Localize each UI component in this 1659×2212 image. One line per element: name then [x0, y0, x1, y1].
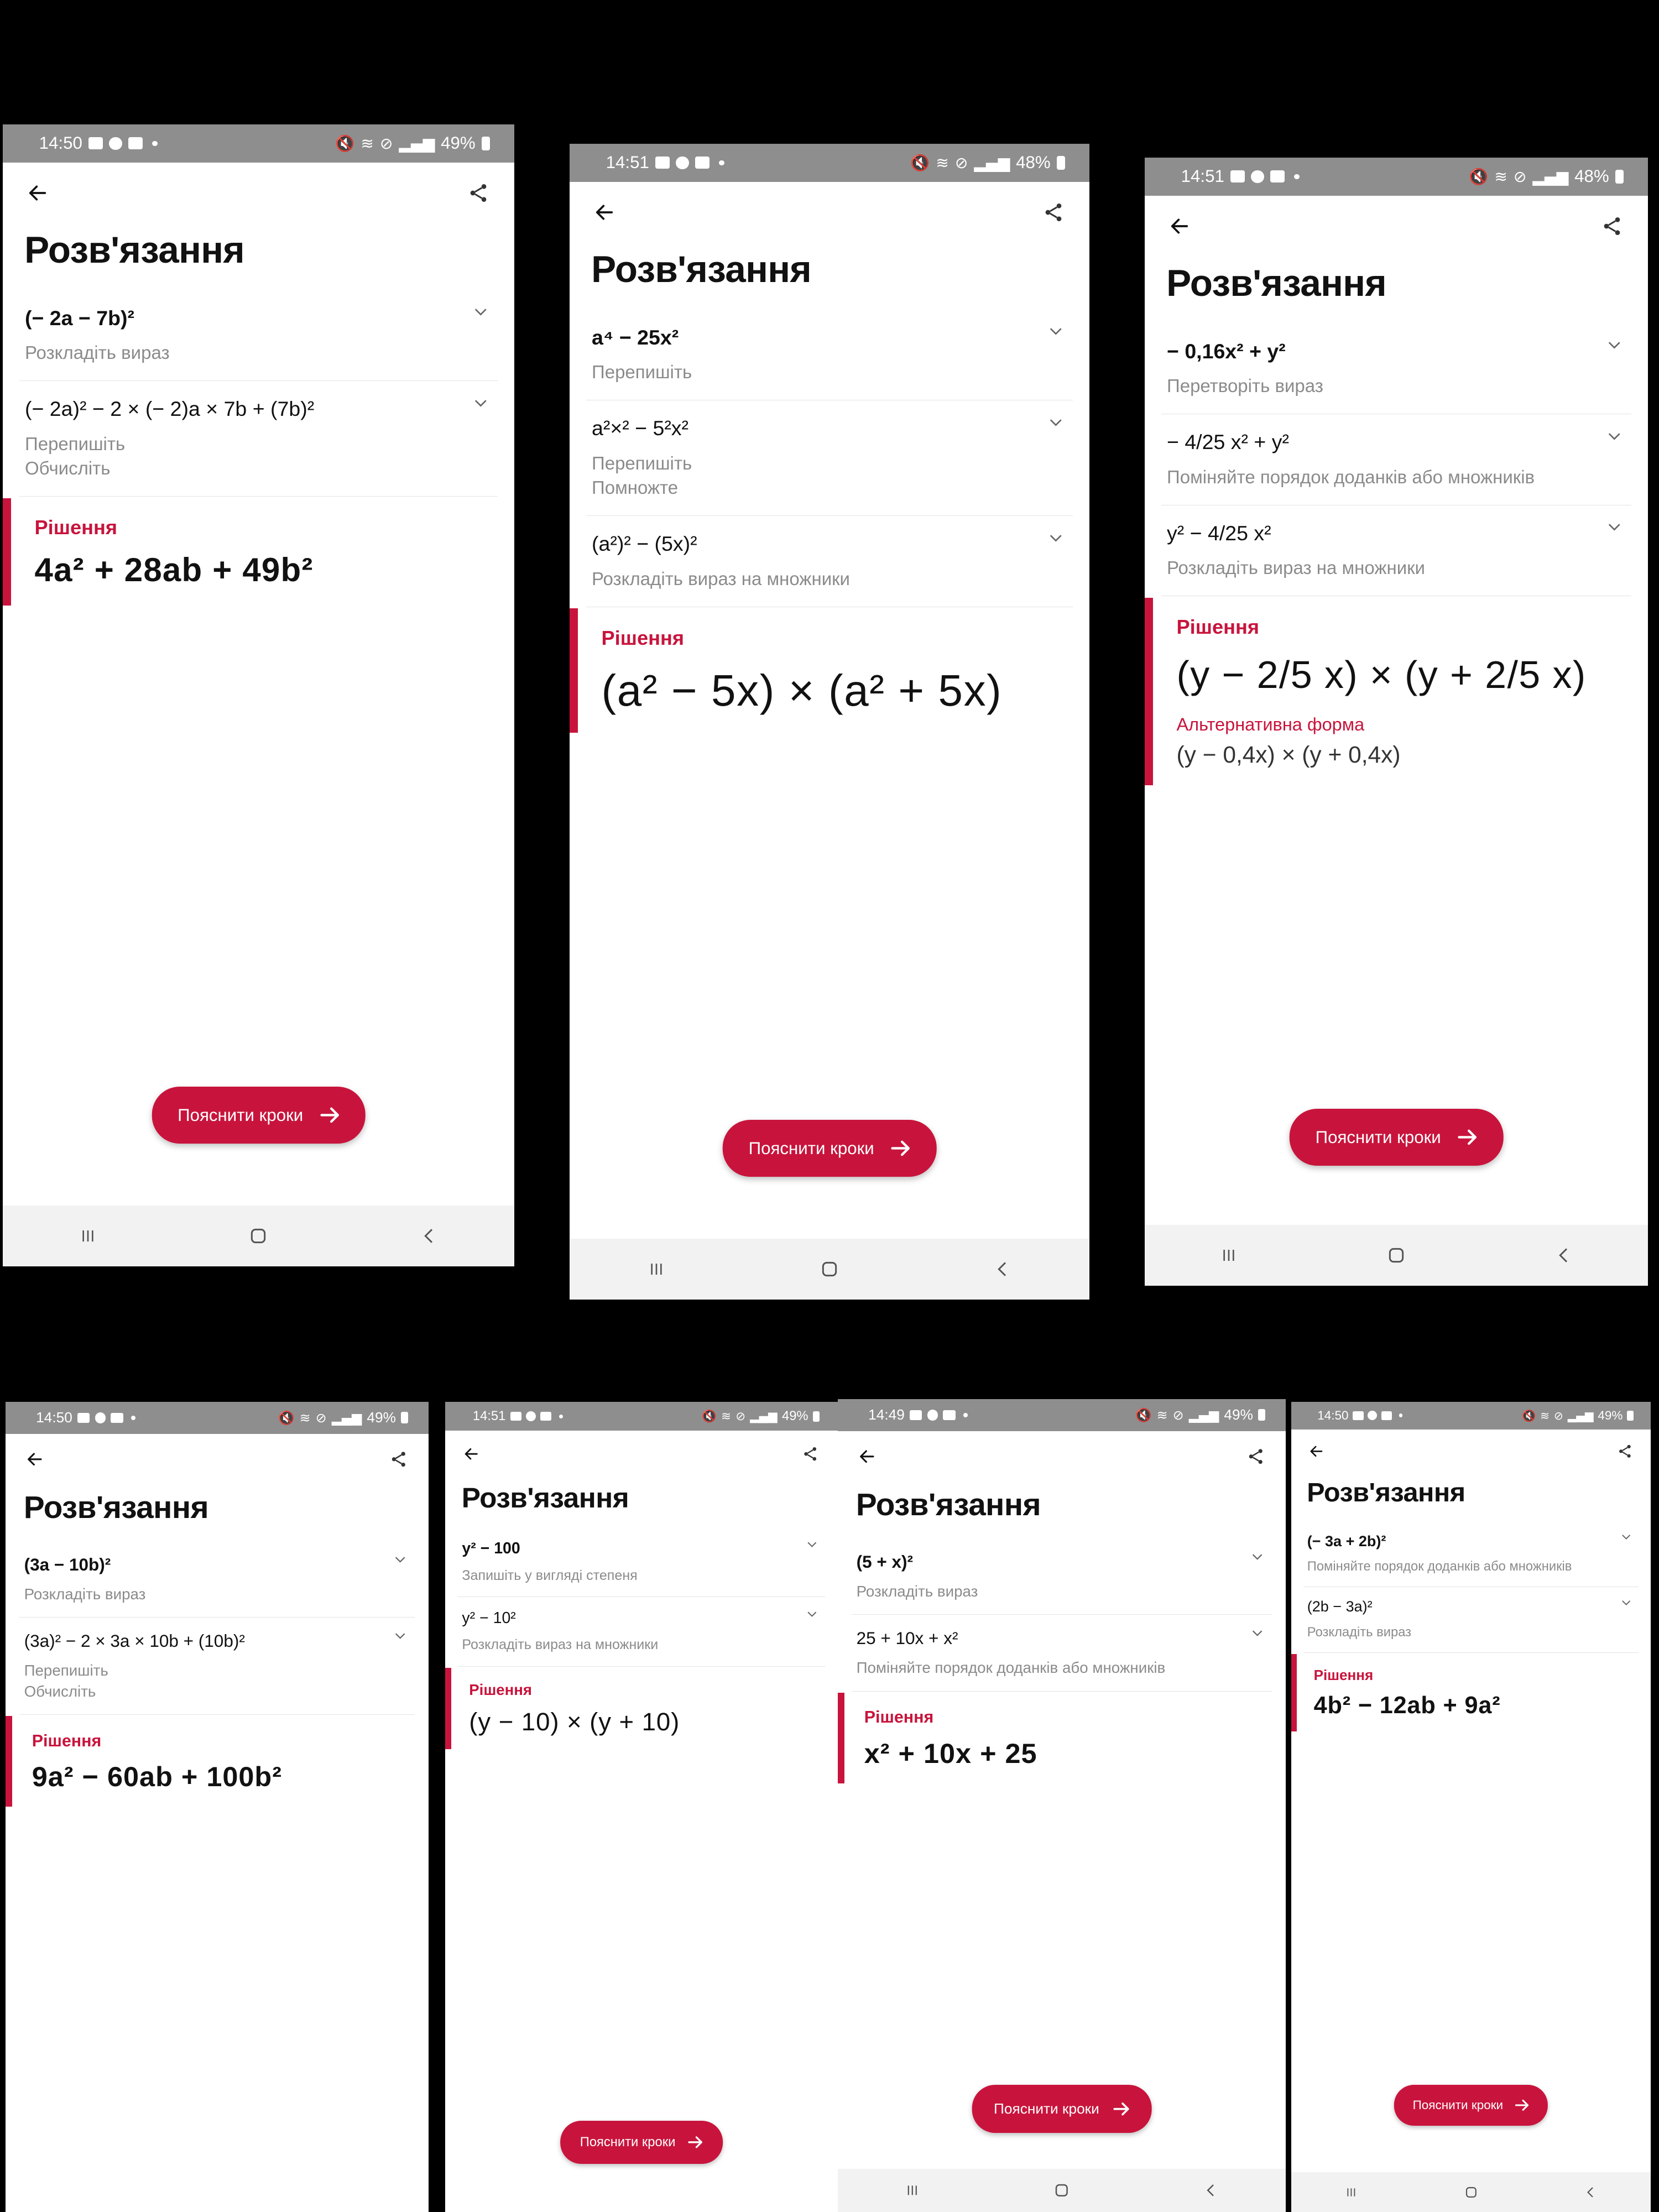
battery-percent: 49%	[367, 1409, 396, 1426]
solution-expression: (y − 2/5 x) × (y + 2/5 x)	[1176, 653, 1587, 696]
chevron-down-icon[interactable]	[1605, 518, 1624, 536]
battery-icon	[482, 137, 491, 150]
step-description: Розкладіть вираз	[1307, 1624, 1412, 1640]
chevron-down-icon[interactable]	[393, 1628, 408, 1643]
youtube-notification-icon	[1381, 1411, 1392, 1420]
battery-icon	[1258, 1409, 1265, 1421]
battery-percent: 49%	[1598, 1408, 1623, 1422]
chevron-down-icon[interactable]	[805, 1607, 819, 1621]
status-time: 14:51	[606, 153, 649, 173]
status-time: 14:50	[1317, 1408, 1349, 1422]
explain-steps-button[interactable]	[560, 2121, 723, 2164]
share-icon[interactable]	[800, 1443, 821, 1464]
button-label: Пояснити кроки	[1412, 2098, 1504, 2112]
step-description: Перепишіть Обчисліть	[24, 1662, 108, 1700]
signal-icon: ▂▄▆	[331, 1410, 362, 1426]
solution-panel	[445, 1668, 825, 1749]
back-arrow-icon[interactable]	[855, 1445, 879, 1468]
phone-screen-5	[445, 1402, 838, 2212]
youtube-notification-icon	[695, 156, 710, 169]
wifi-icon: ≋	[299, 1410, 311, 1426]
chevron-down-icon[interactable]	[1047, 413, 1065, 431]
signal-icon: ▂▄▆	[1188, 1407, 1219, 1423]
page-title: Розв'язання	[461, 1481, 629, 1514]
step-2[interactable]	[458, 1597, 825, 1666]
step-expression: (− 3a + 2b)²	[1307, 1532, 1386, 1550]
more-notifications-dot	[131, 1416, 135, 1420]
system-nav-bar	[1145, 1225, 1648, 1286]
step-expression: (5 + x)²	[856, 1551, 913, 1572]
step-2[interactable]	[19, 381, 498, 497]
back-arrow-icon[interactable]	[24, 179, 51, 207]
solution-expression: 4a² + 28ab + 49b²	[34, 551, 314, 589]
more-notifications-dot	[559, 1415, 563, 1418]
solution-expression: x² + 10x + 25	[864, 1737, 1037, 1769]
battery-percent: 49%	[1224, 1406, 1253, 1423]
battery-percent: 49%	[782, 1408, 808, 1424]
alternative-form-expression: (y − 0,4x) × (y + 0,4x)	[1176, 742, 1401, 769]
solution-panel	[6, 1716, 415, 1807]
button-label: Пояснити кроки	[994, 2100, 1099, 2117]
chevron-down-icon[interactable]	[1620, 1530, 1632, 1543]
app-notification-icon	[526, 1411, 536, 1421]
share-icon[interactable]	[1244, 1445, 1267, 1468]
step-description: Перепишіть Обчисліть	[25, 433, 126, 479]
step-expression: (3a)² − 2 × 3a × 10b + (10b)²	[24, 1631, 245, 1651]
page-title: Розв'язання	[591, 248, 812, 290]
battery-icon	[401, 1412, 408, 1423]
home-icon[interactable]	[1385, 1244, 1407, 1266]
step-expression: a²×² − 5²x²	[592, 416, 689, 440]
solution-label: Рішення	[864, 1708, 934, 1727]
step-expression: y² − 100	[462, 1540, 520, 1558]
battery-percent: 48%	[1016, 153, 1051, 173]
dnd-icon: ⊘	[1172, 1407, 1184, 1423]
home-icon[interactable]	[818, 1258, 841, 1280]
gallery-notification-icon	[77, 1413, 90, 1423]
wifi-icon: ≋	[1540, 1408, 1550, 1422]
chevron-down-icon[interactable]	[1047, 322, 1065, 340]
app-notification-icon	[676, 156, 688, 169]
recents-icon[interactable]	[645, 1258, 667, 1280]
youtube-notification-icon	[540, 1412, 551, 1421]
more-notifications-dot	[1294, 174, 1299, 179]
explain-steps-button[interactable]	[152, 1087, 366, 1144]
solution-expression: 4b² − 12ab + 9a²	[1313, 1692, 1501, 1719]
share-icon[interactable]	[387, 1448, 410, 1471]
step-expression: y² − 10²	[462, 1609, 516, 1627]
step-1[interactable]	[19, 1541, 415, 1618]
step-description: Перепишіть	[592, 362, 692, 383]
battery-percent: 49%	[441, 133, 476, 153]
nav-back-icon[interactable]	[1583, 2184, 1599, 2200]
nav-back-icon[interactable]	[992, 1258, 1014, 1280]
explain-steps-button[interactable]	[972, 2085, 1152, 2133]
phone-screen-3	[1145, 158, 1648, 1286]
share-icon[interactable]	[1598, 212, 1626, 240]
step-3[interactable]	[586, 516, 1073, 607]
step-expression: (2b − 3a)²	[1307, 1598, 1373, 1615]
step-2[interactable]	[586, 400, 1073, 516]
explain-steps-button[interactable]	[1290, 1109, 1504, 1166]
more-notifications-dot	[152, 141, 157, 146]
gallery-notification-icon	[88, 137, 103, 149]
battery-icon	[1057, 156, 1066, 170]
status-bar	[445, 1402, 838, 1431]
system-nav-bar	[3, 1206, 514, 1266]
app-notification-icon	[1251, 170, 1264, 183]
dnd-icon: ⊘	[1553, 1408, 1563, 1422]
signal-icon: ▂▄▆	[1532, 167, 1569, 186]
app-notification-icon	[927, 1410, 938, 1421]
share-icon[interactable]	[1615, 1441, 1635, 1461]
wifi-icon: ≋	[1494, 167, 1507, 186]
app-notification-icon	[1368, 1411, 1377, 1420]
youtube-notification-icon	[943, 1410, 955, 1420]
chevron-down-icon[interactable]	[472, 302, 490, 321]
page-title: Розв'язання	[24, 229, 245, 271]
step-expression: − 0,16x² + y²	[1167, 339, 1286, 363]
step-description: Розкладіть вираз	[25, 342, 170, 363]
mute-icon: 🔇	[335, 134, 355, 153]
back-arrow-icon[interactable]	[1166, 212, 1193, 240]
step-3[interactable]	[1161, 505, 1631, 597]
step-description: Поміняйте порядок доданків або множників	[856, 1659, 1166, 1677]
status-bar	[3, 124, 514, 163]
step-1[interactable]	[1303, 1521, 1639, 1587]
dnd-icon: ⊘	[379, 134, 393, 153]
solution-label: Рішення	[32, 1731, 102, 1750]
phone-screen-4	[6, 1402, 429, 2212]
page-title: Розв'язання	[1166, 262, 1387, 304]
wifi-icon: ≋	[936, 153, 949, 172]
step-description: Розкладіть вираз на множники	[1167, 557, 1425, 578]
back-arrow-icon[interactable]	[591, 199, 618, 226]
step-1[interactable]	[19, 290, 498, 382]
button-label: Пояснити кроки	[748, 1138, 874, 1158]
status-time: 14:50	[39, 133, 82, 153]
status-bar	[1145, 158, 1648, 196]
dnd-icon: ⊘	[735, 1409, 746, 1423]
step-expression: 25 + 10x + x²	[856, 1628, 958, 1648]
share-icon[interactable]	[1040, 199, 1067, 226]
battery-icon	[813, 1411, 820, 1422]
share-icon[interactable]	[465, 179, 492, 207]
mute-icon: 🔇	[1521, 1408, 1536, 1422]
home-icon[interactable]	[247, 1225, 269, 1247]
home-icon[interactable]	[1463, 2184, 1479, 2200]
battery-percent: 48%	[1574, 166, 1609, 186]
wifi-icon: ≋	[1156, 1407, 1168, 1423]
gallery-notification-icon	[1230, 170, 1245, 182]
step-1[interactable]	[586, 310, 1073, 401]
status-time: 14:51	[472, 1408, 506, 1424]
dnd-icon: ⊘	[1513, 167, 1527, 186]
arrow-right-icon	[1513, 2096, 1532, 2115]
signal-icon: ▂▄▆	[399, 134, 435, 153]
step-expression: (a²)² − (5x)²	[592, 532, 697, 556]
phone-screen-6	[838, 1399, 1286, 2212]
status-bar	[6, 1402, 429, 1434]
signal-icon: ▂▄▆	[750, 1409, 778, 1423]
solution-panel	[3, 498, 498, 606]
back-arrow-icon[interactable]	[461, 1443, 482, 1464]
app-notification-icon	[95, 1412, 106, 1423]
chevron-down-icon[interactable]	[1605, 336, 1624, 354]
page-title: Розв'язання	[23, 1490, 209, 1525]
solution-panel	[570, 608, 1073, 733]
arrow-right-icon	[888, 1135, 914, 1161]
wifi-icon: ≋	[361, 134, 374, 153]
step-description: Розкладіть вираз на множники	[462, 1637, 659, 1652]
mute-icon: 🔇	[1469, 167, 1489, 186]
solution-panel	[1145, 598, 1631, 785]
step-2[interactable]	[1161, 414, 1631, 505]
wifi-icon: ≋	[721, 1409, 731, 1423]
solution-panel	[1291, 1654, 1639, 1731]
phone-screen-2	[570, 144, 1089, 1300]
chevron-down-icon[interactable]	[1620, 1596, 1632, 1609]
chevron-down-icon[interactable]	[1605, 427, 1624, 445]
status-time: 14:49	[868, 1406, 905, 1423]
alternative-form-label: Альтернативна форма	[1176, 714, 1365, 735]
phone-screen-7	[1291, 1402, 1651, 2212]
status-bar	[1291, 1402, 1651, 1430]
nav-back-icon[interactable]	[418, 1225, 440, 1247]
solution-label: Рішення	[1313, 1666, 1374, 1683]
step-1[interactable]	[458, 1528, 825, 1597]
gallery-notification-icon	[910, 1410, 922, 1420]
app-notification-icon	[109, 137, 122, 150]
signal-icon: ▂▄▆	[1567, 1408, 1594, 1422]
explain-steps-button[interactable]	[1394, 2085, 1548, 2126]
signal-icon: ▂▄▆	[974, 153, 1010, 172]
status-time: 14:50	[36, 1409, 72, 1426]
more-notifications-dot	[719, 160, 724, 165]
chevron-down-icon[interactable]	[1250, 1625, 1265, 1640]
step-2[interactable]	[852, 1615, 1272, 1691]
step-description: Розкладіть вираз	[856, 1582, 978, 1600]
step-description: Запишіть у вигляді степеня	[462, 1567, 638, 1583]
back-arrow-icon[interactable]	[1306, 1441, 1326, 1461]
solution-label: Рішення	[601, 626, 685, 649]
solution-label: Рішення	[34, 516, 118, 539]
mute-icon: 🔇	[1135, 1407, 1152, 1423]
step-expression: (− 2a)² − 2 × (− 2)a × 7b + (7b)²	[25, 397, 315, 421]
system-nav-bar	[570, 1239, 1089, 1300]
button-label: Пояснити кроки	[1315, 1127, 1441, 1147]
arrow-right-icon	[686, 2132, 706, 2152]
mute-icon: 🔇	[910, 153, 930, 172]
gallery-notification-icon	[510, 1412, 521, 1421]
youtube-notification-icon	[111, 1413, 123, 1423]
step-expression: (− 2a − 7b)²	[25, 306, 134, 330]
recents-icon[interactable]	[77, 1225, 99, 1247]
system-nav-bar	[1291, 2172, 1651, 2212]
step-description: Поміняйте порядок доданків або множників	[1307, 1559, 1572, 1574]
solution-label: Рішення	[1176, 615, 1260, 639]
chevron-down-icon[interactable]	[393, 1552, 408, 1567]
chevron-down-icon[interactable]	[1047, 529, 1065, 547]
mute-icon: 🔇	[278, 1410, 295, 1426]
more-notifications-dot	[963, 1413, 968, 1417]
page-title: Розв'язання	[855, 1487, 1041, 1522]
gallery-notification-icon	[655, 156, 670, 169]
nav-back-icon[interactable]	[1553, 1244, 1575, 1266]
home-icon[interactable]	[1052, 2181, 1071, 2200]
step-description: Перепишіть Помножте	[592, 452, 692, 498]
step-expression: a⁴ − 25x²	[592, 325, 679, 349]
dnd-icon: ⊘	[954, 153, 968, 172]
chevron-down-icon[interactable]	[805, 1537, 819, 1551]
solution-expression: (y − 10) × (y + 10)	[469, 1708, 680, 1736]
battery-icon	[1627, 1411, 1633, 1421]
mute-icon: 🔇	[702, 1409, 717, 1423]
gallery-notification-icon	[1353, 1411, 1363, 1420]
more-notifications-dot	[1399, 1413, 1403, 1417]
solution-label: Рішення	[469, 1681, 532, 1699]
step-description: Поміняйте порядок доданків або множників	[1167, 466, 1535, 487]
status-time: 14:51	[1181, 166, 1224, 186]
explain-steps-button[interactable]	[723, 1120, 937, 1177]
chevron-down-icon[interactable]	[1250, 1549, 1265, 1564]
solution-panel	[838, 1693, 1272, 1783]
solution-expression: 9a² − 60ab + 100b²	[32, 1761, 283, 1793]
step-2[interactable]	[19, 1618, 415, 1715]
step-2[interactable]	[1303, 1587, 1639, 1653]
status-bar	[570, 144, 1089, 182]
button-label: Пояснити кроки	[178, 1105, 304, 1125]
step-description: Розкладіть вираз	[24, 1585, 146, 1603]
recents-icon[interactable]	[903, 2181, 922, 2200]
step-1[interactable]	[852, 1538, 1272, 1615]
page-title: Розв'язання	[1307, 1477, 1465, 1507]
status-bar	[838, 1399, 1286, 1431]
battery-icon	[1615, 170, 1624, 184]
arrow-right-icon	[317, 1102, 343, 1128]
phone-screen-1	[3, 124, 514, 1266]
step-description: Розкладіть вираз на множники	[592, 568, 850, 589]
step-description: Перетворіть вираз	[1167, 375, 1323, 397]
solution-expression: (a² − 5x) × (a² + 5x)	[601, 665, 1003, 715]
system-nav-bar	[838, 2169, 1286, 2212]
arrow-right-icon	[1111, 2098, 1133, 2120]
step-expression: − 4/25 x² + y²	[1167, 430, 1289, 454]
back-arrow-icon[interactable]	[23, 1448, 46, 1471]
step-expression: y² − 4/25 x²	[1167, 521, 1271, 545]
dnd-icon: ⊘	[315, 1410, 327, 1426]
recents-icon[interactable]	[1218, 1244, 1240, 1266]
chevron-down-icon[interactable]	[472, 394, 490, 412]
arrow-right-icon	[1455, 1124, 1481, 1150]
youtube-notification-icon	[1270, 170, 1285, 182]
nav-back-icon[interactable]	[1202, 2181, 1220, 2200]
step-expression: (3a − 10b)²	[24, 1554, 111, 1574]
recents-icon[interactable]	[1343, 2184, 1359, 2200]
youtube-notification-icon	[128, 137, 143, 149]
button-label: Пояснити кроки	[580, 2135, 676, 2150]
step-1[interactable]	[1161, 324, 1631, 415]
